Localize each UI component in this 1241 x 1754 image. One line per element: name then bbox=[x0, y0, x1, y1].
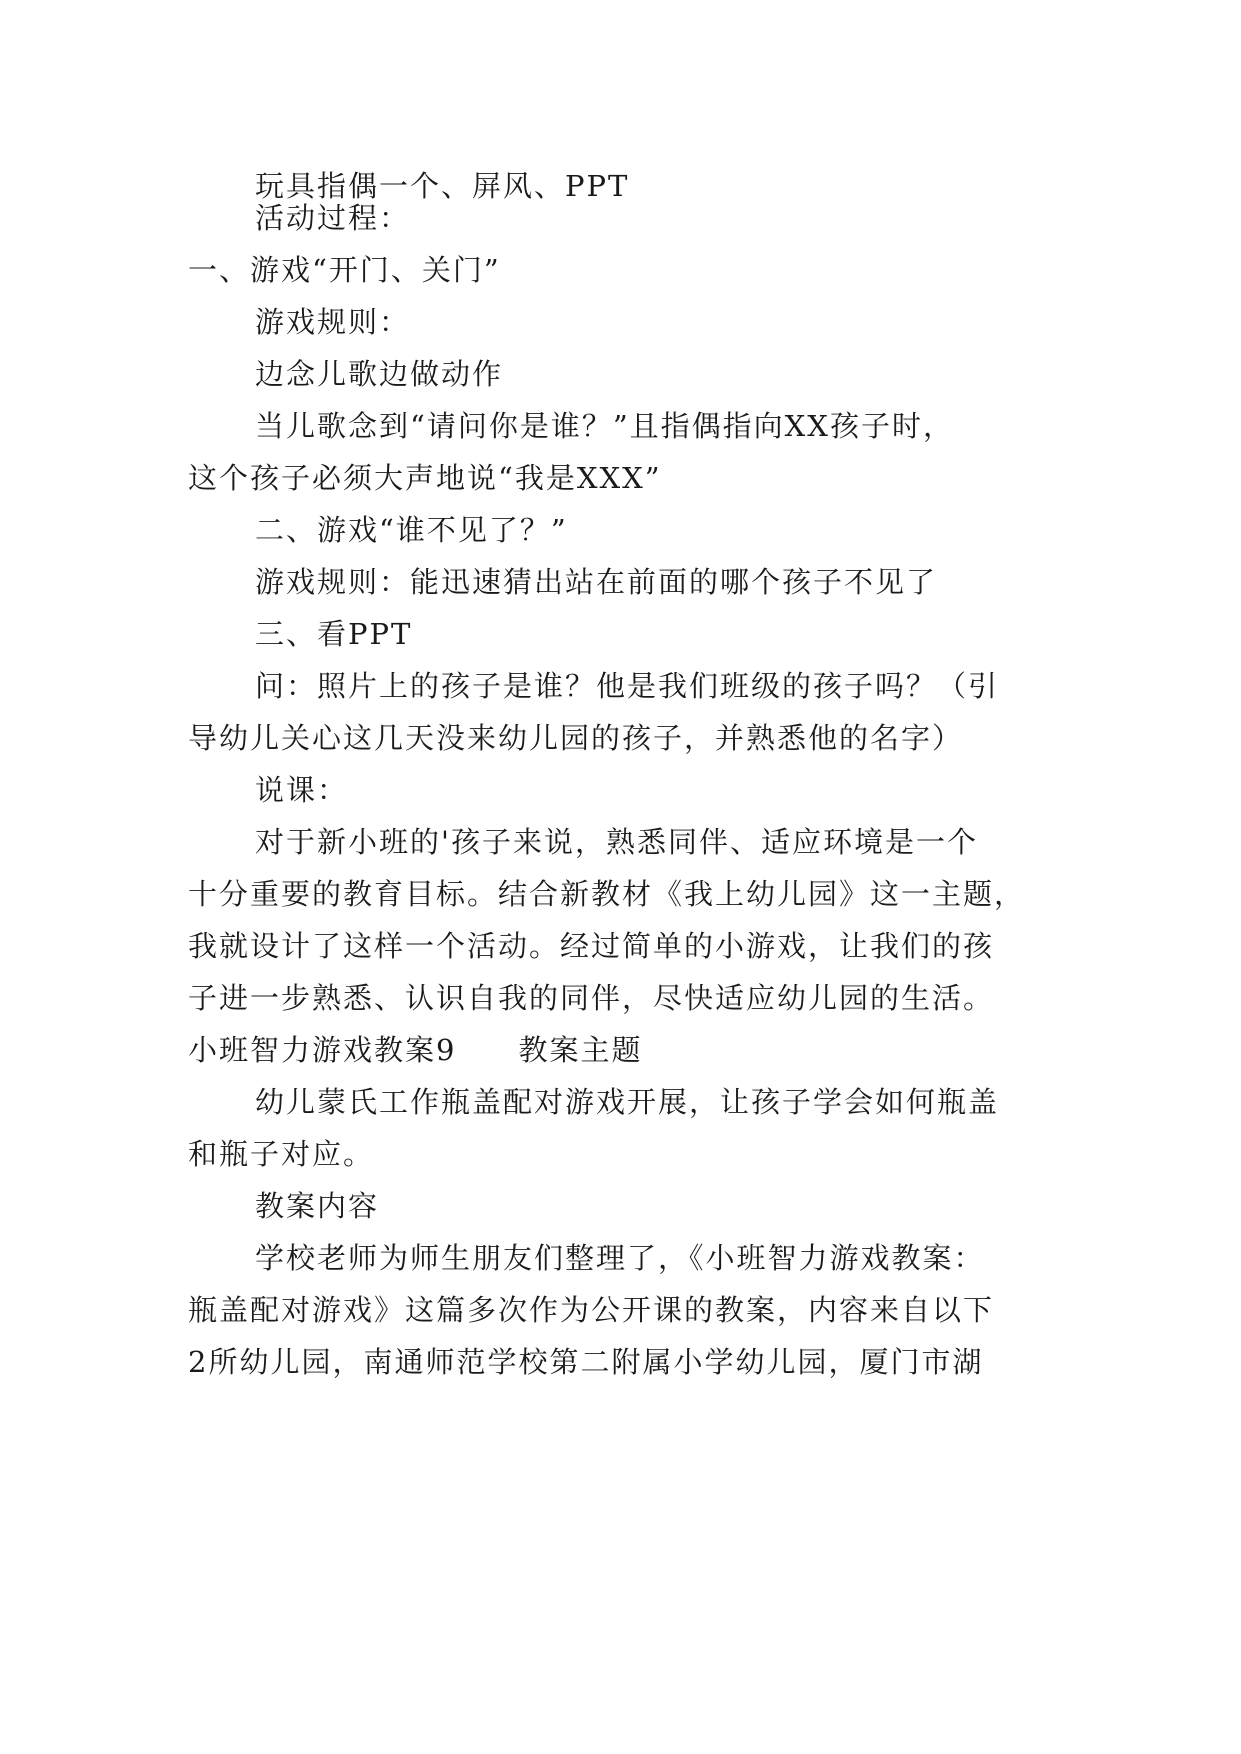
paragraph-line: 问：照片上的孩子是谁？他是我们班级的孩子吗？（引 bbox=[255, 669, 1000, 703]
paragraph-line: 对于新小班的'孩子来说，熟悉同伴、适应环境是一个 bbox=[255, 825, 978, 859]
paragraph-line: 导幼儿关心这几天没来幼儿园的孩子，并熟悉他的名字） bbox=[188, 721, 964, 755]
ppt-heading: 三、看PPT bbox=[255, 617, 413, 651]
paragraph-line: 2所幼儿园，南通师范学校第二附属小学幼儿园，厦门市湖 bbox=[188, 1345, 984, 1379]
lesson-explanation-label: 说课： bbox=[255, 773, 349, 807]
materials-line: 玩具指偶一个、屏风、PPT bbox=[255, 169, 630, 203]
game-one-heading: 一、游戏“开门、关门” bbox=[188, 253, 501, 287]
lesson-content-label: 教案内容 bbox=[255, 1189, 380, 1223]
paragraph-line: 十分重要的教育目标。结合新教材《我上幼儿园》这一主题， bbox=[188, 877, 1026, 911]
paragraph-line: 当儿歌念到“请问你是谁？”且指偶指向XX孩子时， bbox=[255, 409, 954, 443]
game-rules-label: 游戏规则： bbox=[255, 305, 411, 339]
paragraph-line: 这个孩子必须大声地说“我是XXX” bbox=[188, 461, 662, 495]
paragraph-line: 游戏规则：能迅速猜出站在前面的哪个孩子不见了 bbox=[255, 565, 938, 599]
game-two-heading: 二、游戏“谁不见了？” bbox=[255, 513, 568, 547]
paragraph-line: 瓶盖配对游戏》这篇多次作为公开课的教案，内容来自以下 bbox=[188, 1293, 995, 1327]
paragraph-line: 幼儿蒙氏工作瓶盖配对游戏开展，让孩子学会如何瓶盖 bbox=[255, 1085, 1000, 1119]
activity-process-heading: 活动过程： bbox=[255, 201, 411, 235]
paragraph-line: 和瓶子对应。 bbox=[188, 1137, 375, 1171]
paragraph-line: 边念儿歌边做动作 bbox=[255, 357, 504, 391]
paragraph-line: 我就设计了这样一个活动。经过简单的小游戏，让我们的孩 bbox=[188, 929, 995, 963]
section-title: 小班智力游戏教案9 教案主题 bbox=[188, 1033, 643, 1067]
paragraph-line: 学校老师为师生朋友们整理了，《小班智力游戏教案： bbox=[255, 1241, 985, 1275]
paragraph-line: 子进一步熟悉、认识自我的同伴，尽快适应幼儿园的生活。 bbox=[188, 981, 995, 1015]
